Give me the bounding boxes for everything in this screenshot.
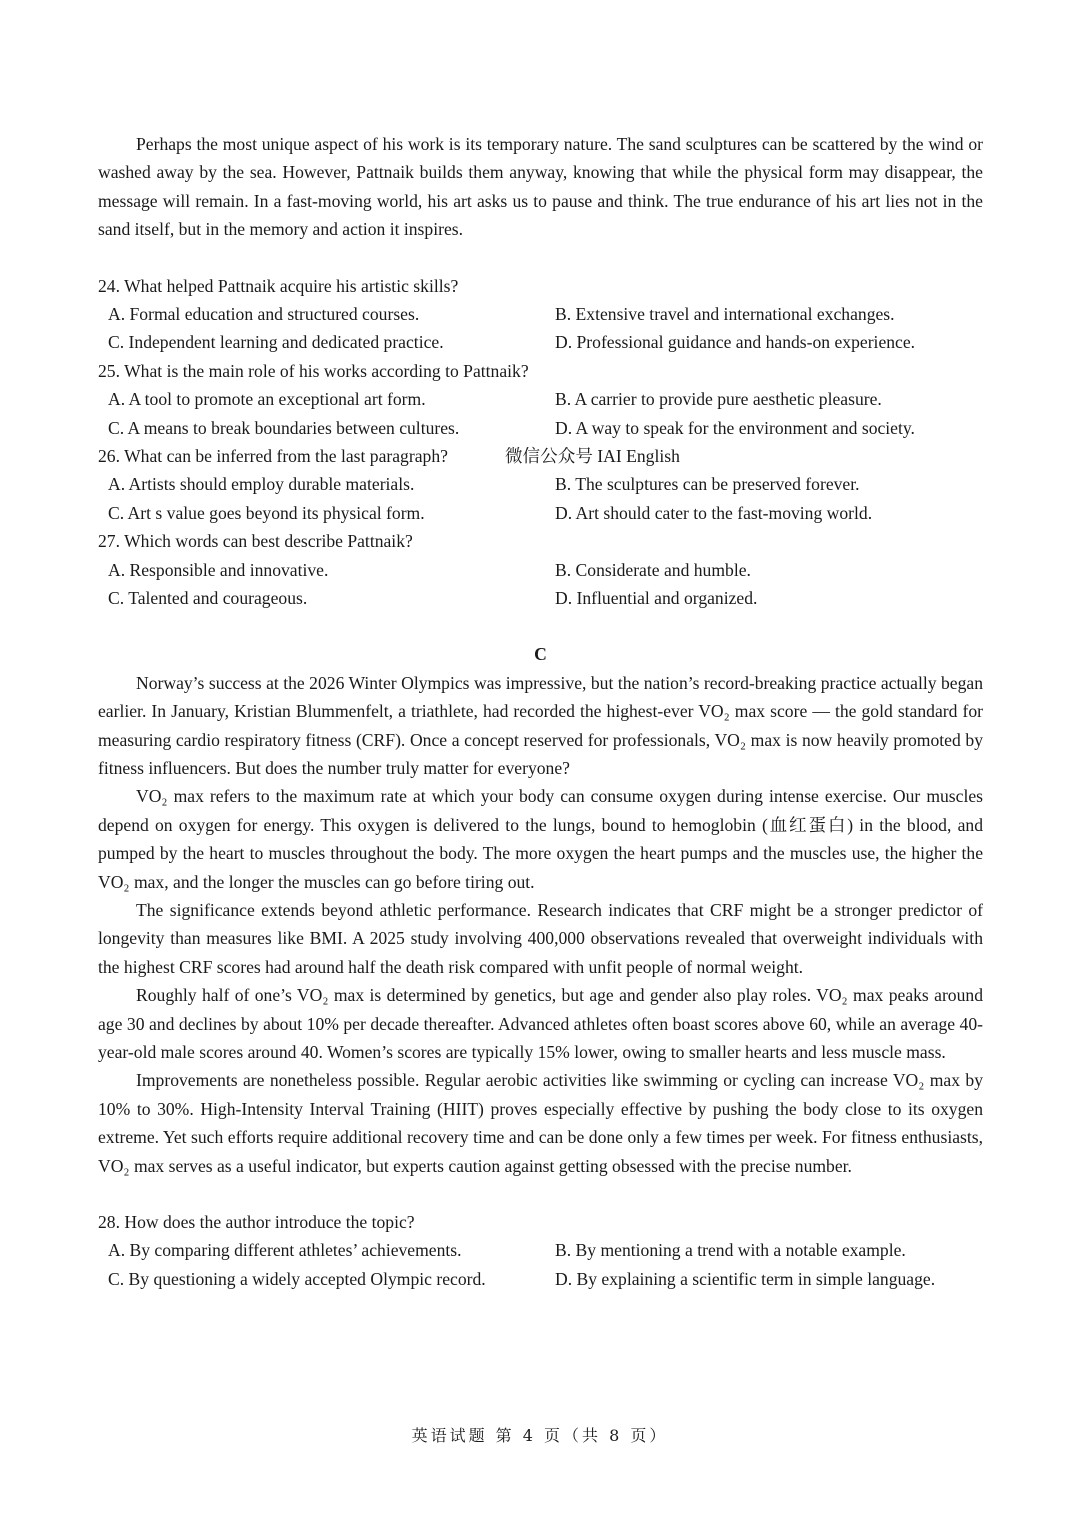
question-26 xyxy=(98,442,983,527)
option-b: B. By mentioning a trend with a notable example. xyxy=(555,1240,906,1261)
option-d: D. A way to speak for the environment and society. xyxy=(555,417,915,438)
option-b: B. The sculptures can be preserved forever. xyxy=(555,474,860,495)
option-a: A. Responsible and innovative. xyxy=(108,559,329,580)
option-row xyxy=(98,470,983,498)
option-a: A. Artists should employ durable materials. xyxy=(108,474,415,495)
option-c: C. Talented and courageous. xyxy=(108,587,308,608)
question-stem: 25. What is the main role of his works according to Pattnaik? xyxy=(98,360,529,381)
question-24 xyxy=(98,272,983,357)
question-group-b xyxy=(98,272,983,613)
question-stem: 24. What helped Pattnaik acquire his artistic skills? xyxy=(98,275,459,296)
option-row xyxy=(98,556,983,584)
option-d: D. Art should cater to the fast-moving world. xyxy=(555,502,873,523)
watermark-text: 微信公众号 IAI English xyxy=(504,445,680,466)
section-c-paragraph: VO₂ max refers to the maximum rate at which your body can consume oxygen during intense exercise. Our muscles depend on oxygen for energy. This oxygen is delivered to the lungs, bound to hemoglobin (血红蛋白) in the blood, and pumped by the heart to muscles throughout the body. The more oxygen the heart pumps and the muscles use, the higher the VO₂ max, and the longer the muscles can go before tiring out. xyxy=(98,786,983,892)
question-stem: 27. Which words can best describe Pattnaik? xyxy=(98,531,413,552)
section-c-paragraph: The significance extends beyond athletic performance. Research indicates that CRF might be a stronger predictor of longevity than measures like BMI. A 2025 study involving 400,000 observations revealed that overweight individuals with the highest CRF scores had around half the death risk compared with unfit people of normal weight. xyxy=(98,899,983,977)
option-a: A. A tool to promote an exceptional art form. xyxy=(108,389,426,410)
question-stem-row xyxy=(98,442,983,470)
option-row xyxy=(98,584,983,612)
option-row xyxy=(98,414,983,442)
option-a: A. Formal education and structured courses. xyxy=(108,304,420,325)
option-row xyxy=(98,1236,983,1264)
option-row xyxy=(98,328,983,356)
page-footer: 英语试题 第 4 页（共 8 页） xyxy=(411,1426,669,1445)
question-stem: 26. What can be inferred from the last paragraph? xyxy=(98,445,448,466)
option-row xyxy=(98,499,983,527)
option-row xyxy=(98,300,983,328)
option-c: C. By questioning a widely accepted Olympic record. xyxy=(108,1268,486,1289)
option-d: D. Influential and organized. xyxy=(555,587,758,608)
option-b: B. A carrier to provide pure aesthetic pleasure. xyxy=(555,389,882,410)
option-row xyxy=(98,385,983,413)
option-d: D. By explaining a scientific term in simple language. xyxy=(555,1268,936,1289)
section-c-paragraph: Improvements are nonetheless possible. Regular aerobic activities like swimming or cycling can increase VO₂ max by 10% to 30%. High-Intensity Interval Training (HIIT) proves especially effective by pushing the body close to its oxygen extreme. Yet such efforts require additional recovery time and can be done only a few times per week. For fitness enthusiasts, VO₂ max serves as a useful indicator, but experts caution against getting obsessed with the precise number. xyxy=(98,1070,983,1176)
section-c-paragraph: Roughly half of one’s VO₂ max is determined by genetics, but age and gender also play roles. VO₂ max peaks around age 30 and declines by about 10% per decade thereafter. Advanced athletes often boast scores above 60, while an average 40-year-old male scores around 40. Women’s scores are typically 15% lower, owing to smaller hearts and less muscle mass. xyxy=(98,985,983,1062)
passage-b-last-paragraph: Perhaps the most unique aspect of his work is its temporary nature. The sand sculptures can be scattered by the wind or washed away by the sea. However, Pattnaik builds them anyway, knowing that while the physical form may disappear, the message will remain. In a fast-moving world, his art asks us to pause and think. The true endurance of his art lies not in the sand itself, but in the memory and action it inspires. xyxy=(98,134,983,240)
section-c-paragraph: Norway’s success at the 2026 Winter Olympics was impressive, but the nation’s record-breaking practice actually began earlier. In January, Kristian Blummenfelt, a triathlete, had recorded the highest-ever VO₂ max score — the gold standard for measuring cardio respiratory fitness (CRF). Once a concept reserved for professionals, VO₂ max is now heavily promoted by fitness influencers. But does the number truly matter for everyone? xyxy=(98,672,983,778)
option-c: C. Art s value goes beyond its physical form. xyxy=(108,502,425,523)
section-c-title: C xyxy=(534,644,547,665)
question-25 xyxy=(98,357,983,442)
option-b: B. Extensive travel and international exchanges. xyxy=(555,304,895,325)
option-c: C. A means to break boundaries between cultures. xyxy=(108,417,460,438)
section-c-passage xyxy=(98,669,983,1180)
option-d: D. Professional guidance and hands-on experience. xyxy=(555,332,916,353)
option-b: B. Considerate and humble. xyxy=(555,559,751,580)
question-stem: 28. How does the author introduce the topic? xyxy=(98,1212,415,1233)
option-a: A. By comparing different athletes’ achievements. xyxy=(108,1240,462,1261)
option-row xyxy=(98,1265,983,1293)
option-c: C. Independent learning and dedicated practice. xyxy=(108,332,444,353)
question-27 xyxy=(98,527,983,612)
page-content xyxy=(98,130,983,1293)
question-28 xyxy=(98,1208,983,1293)
